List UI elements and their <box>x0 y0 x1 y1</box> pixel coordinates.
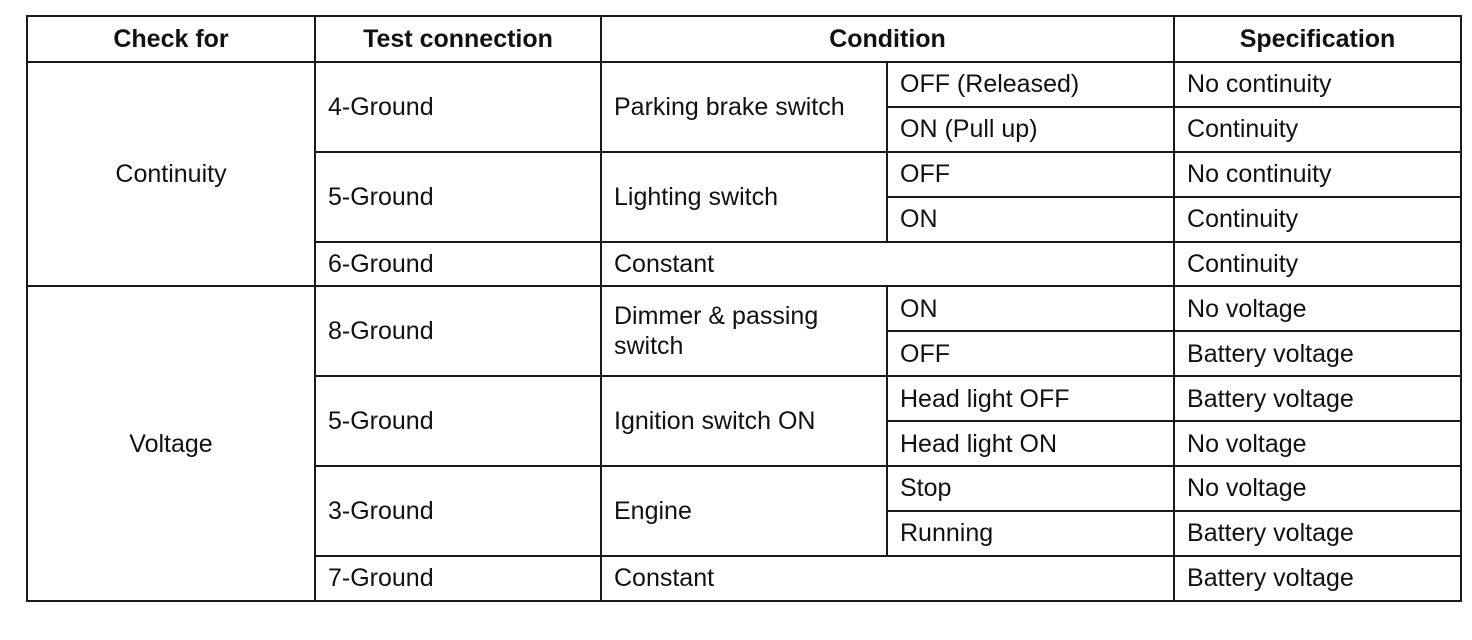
header-test-connection: Test connection <box>315 16 601 62</box>
table-row <box>27 62 1461 107</box>
condition-state-cell: ON (Pull up) <box>887 107 1174 152</box>
condition-state-cell: ON <box>887 286 1174 331</box>
header-row <box>27 16 1461 62</box>
header-specification: Specification <box>1174 16 1461 62</box>
check-for-cell: Voltage <box>27 286 315 600</box>
condition-cell: Constant <box>601 556 1174 601</box>
condition-state-cell: OFF <box>887 331 1174 376</box>
condition-state-cell: Stop <box>887 466 1174 511</box>
specification-cell: Continuity <box>1174 197 1461 242</box>
condition-cell: Engine <box>601 466 887 556</box>
condition-cell: Parking brake switch <box>601 62 887 152</box>
condition-state-cell: OFF (Released) <box>887 62 1174 107</box>
test-connection-cell: 3-Ground <box>315 466 601 556</box>
condition-state-cell: Head light OFF <box>887 376 1174 421</box>
specification-cell: No continuity <box>1174 62 1461 107</box>
test-connection-cell: 5-Ground <box>315 152 601 242</box>
condition-cell: Ignition switch ON <box>601 376 887 466</box>
condition-state-cell: Head light ON <box>887 421 1174 466</box>
specification-cell: Battery voltage <box>1174 556 1461 601</box>
test-connection-cell: 5-Ground <box>315 376 601 466</box>
specification-cell: Continuity <box>1174 107 1461 152</box>
condition-cell: Constant <box>601 242 1174 287</box>
specification-cell: Continuity <box>1174 242 1461 287</box>
specification-cell: No voltage <box>1174 286 1461 331</box>
header-check-for: Check for <box>27 16 315 62</box>
condition-cell: Lighting switch <box>601 152 887 242</box>
condition-state-cell: OFF <box>887 152 1174 197</box>
check-for-cell: Continuity <box>27 62 315 286</box>
test-connection-cell: 4-Ground <box>315 62 601 152</box>
specification-cell: Battery voltage <box>1174 376 1461 421</box>
test-connection-cell: 8-Ground <box>315 286 601 376</box>
condition-state-cell: ON <box>887 197 1174 242</box>
specification-cell: No voltage <box>1174 421 1461 466</box>
condition-state-cell: Running <box>887 511 1174 556</box>
specification-cell: Battery voltage <box>1174 511 1461 556</box>
test-connection-cell: 6-Ground <box>315 242 601 287</box>
specification-cell: Battery voltage <box>1174 331 1461 376</box>
test-connection-cell: 7-Ground <box>315 556 601 601</box>
condition-cell: Dimmer & passing switch <box>601 286 887 376</box>
specification-cell: No continuity <box>1174 152 1461 197</box>
specification-cell: No voltage <box>1174 466 1461 511</box>
specification-table <box>26 15 1462 602</box>
table-row <box>27 286 1461 331</box>
header-condition: Condition <box>601 16 1174 62</box>
